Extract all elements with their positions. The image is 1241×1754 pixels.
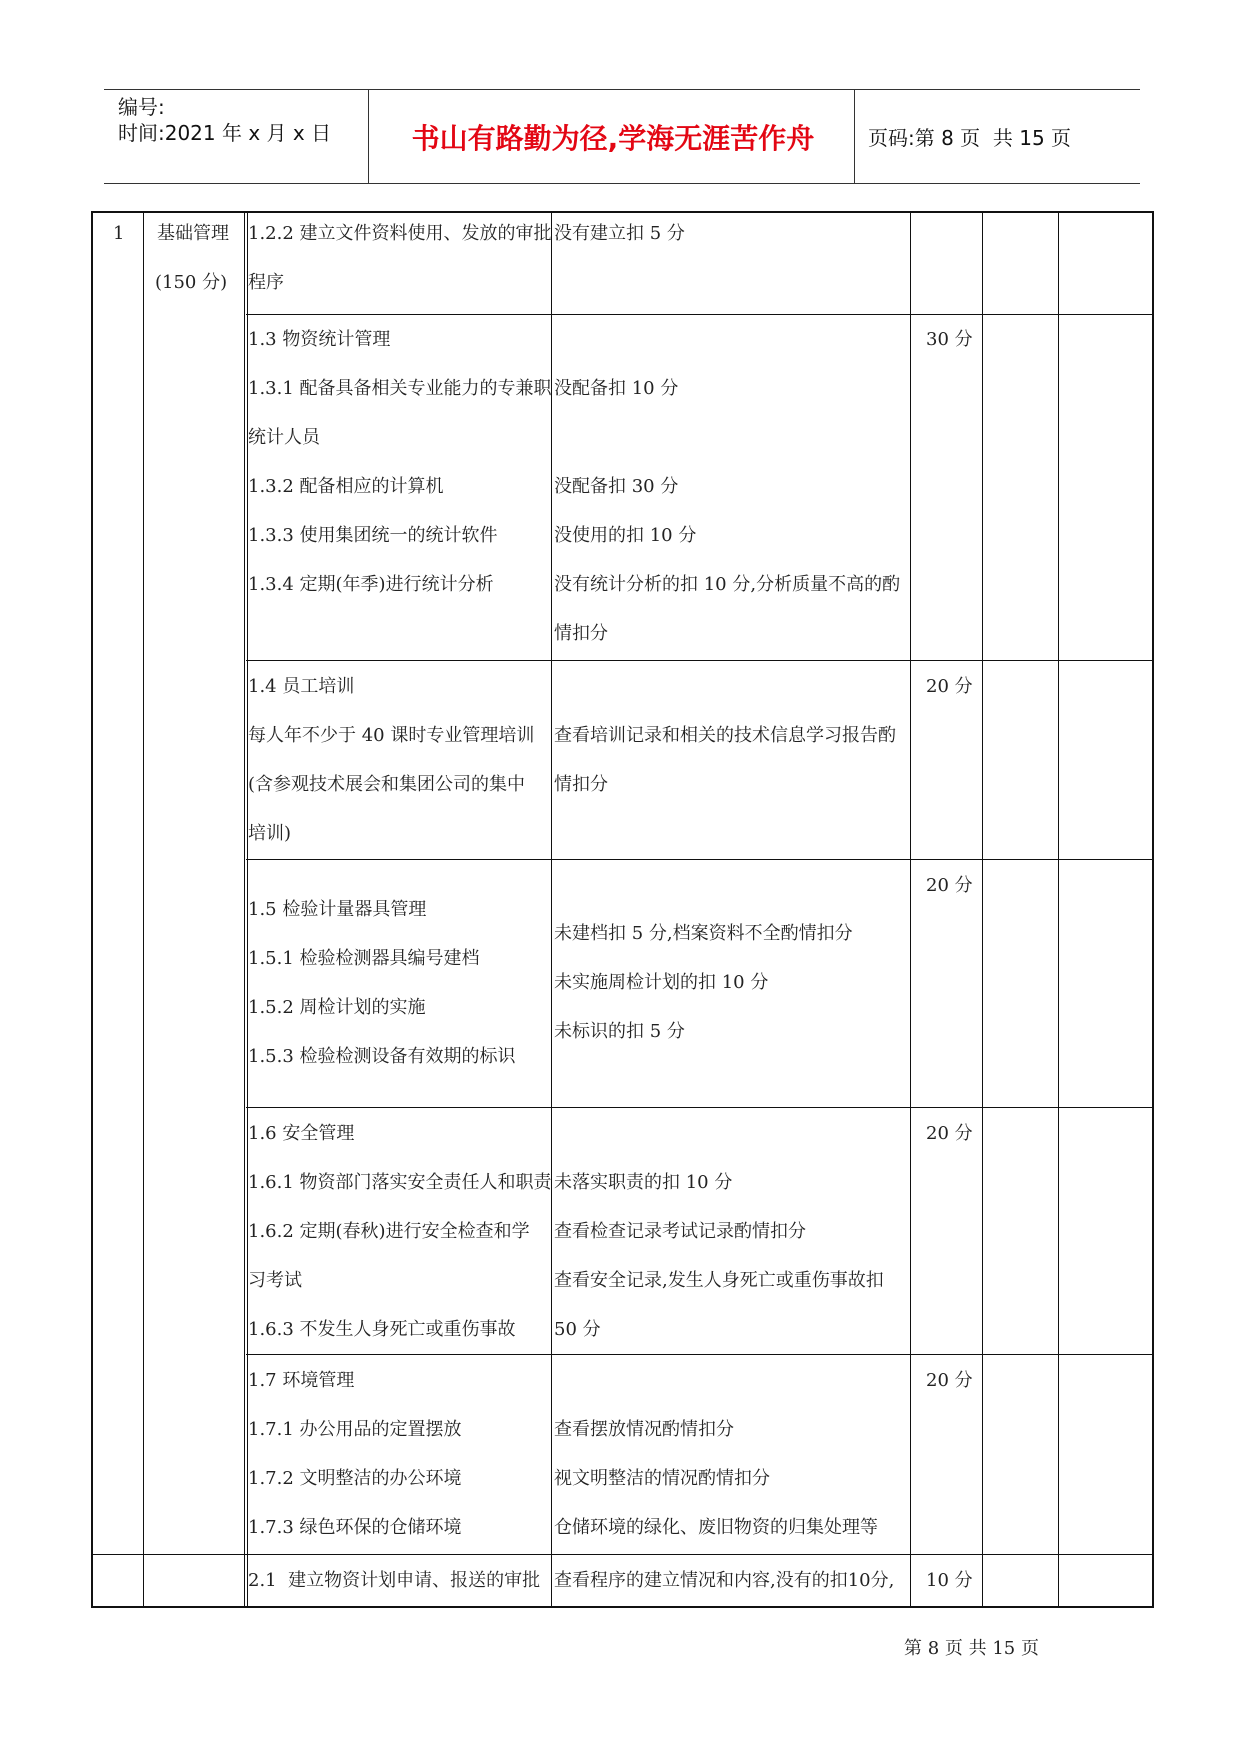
item-line: 1.4 员工培训 (248, 676, 355, 697)
item-line: 1.5.2 周检计划的实施 (248, 997, 426, 1018)
row-line (246, 859, 1154, 860)
serial-label: 编号: (118, 95, 165, 119)
check-line: 没使用的扣 10 分 (554, 525, 697, 546)
item-line: 1.3 物资统计管理 (248, 329, 391, 350)
score-cell: 20 分 (926, 676, 973, 697)
row-line (246, 660, 1154, 661)
item-line: 1.6.1 物资部门落实安全责任人和职责 (248, 1172, 552, 1193)
time-label: 时间:2021 年 x 月 x 日 (118, 121, 332, 145)
score-cell: 20 分 (926, 1123, 973, 1144)
check-line: 视文明整洁的情况酌情扣分 (554, 1468, 770, 1489)
check-line: 查看检查记录考试记录酌情扣分 (554, 1221, 806, 1242)
item-line: 习考试 (248, 1270, 302, 1291)
category-name: 基础管理 (157, 223, 229, 244)
col-line (551, 211, 552, 1608)
check-line: 查看摆放情况酌情扣分 (554, 1419, 734, 1440)
category-score: (150 分) (155, 272, 228, 293)
check-line: 没配备扣 10 分 (554, 378, 679, 399)
item-line: 1.6 安全管理 (248, 1123, 355, 1144)
check-line: 仓储环境的绿化、废旧物资的归集处理等 (554, 1517, 878, 1538)
check-line: 未建档扣 5 分,档案资料不全酌情扣分 (554, 923, 853, 944)
check-line: 未实施周检计划的扣 10 分 (554, 972, 769, 993)
row-line (91, 1554, 1154, 1555)
header-divider (854, 90, 855, 183)
check-line: 查看安全记录,发生人身死亡或重伤事故扣 (554, 1270, 884, 1291)
check-line: 没有建立扣 5 分 (554, 223, 685, 244)
item-line: 1.5.1 检验检测器具编号建档 (248, 948, 480, 969)
item-line: 1.3.2 配备相应的计算机 (248, 476, 444, 497)
item-line: 1.3.4 定期(年季)进行统计分析 (248, 574, 494, 595)
score-cell: 20 分 (926, 1370, 973, 1391)
check-line: 未标识的扣 5 分 (554, 1021, 685, 1042)
page-header (104, 89, 1140, 184)
header-motto: 书山有路勤为径,学海无涯苦作舟 (411, 121, 815, 155)
page-footer: 第 8 页 共 15 页 (904, 1638, 1039, 1659)
col-line (910, 211, 911, 1608)
col-line (1058, 211, 1059, 1608)
item-line: 统计人员 (248, 427, 320, 448)
col-line (143, 211, 144, 1608)
header-meta (118, 94, 331, 146)
col-line (982, 211, 983, 1608)
item-line: 1.7.3 绿色环保的仓储环境 (248, 1517, 462, 1538)
item-line: 1.6.3 不发生人身死亡或重伤事故 (248, 1319, 516, 1340)
col-line (244, 211, 245, 1608)
check-line: 没配备扣 30 分 (554, 476, 679, 497)
item-line: 2.1 建立物资计划申请、报送的审批 (248, 1570, 541, 1591)
score-cell: 30 分 (926, 329, 973, 350)
row-line (246, 1354, 1154, 1355)
item-line: 每人年不少于 40 课时专业管理培训 (248, 725, 535, 746)
check-line: 查看培训记录和相关的技术信息学习报告酌 (554, 725, 896, 746)
item-line: 1.5 检验计量器具管理 (248, 899, 427, 920)
header-divider (368, 90, 369, 183)
item-line: 1.3.3 使用集团统一的统计软件 (248, 525, 498, 546)
item-line: 程序 (248, 272, 284, 293)
check-line: 查看程序的建立情况和内容,没有的扣10分, (554, 1570, 895, 1591)
assessment-table (91, 211, 1154, 1608)
item-line: 1.7 环境管理 (248, 1370, 355, 1391)
row-number: 1 (113, 223, 125, 244)
item-line: 培训) (248, 823, 292, 844)
check-line: 没有统计分析的扣 10 分,分析质量不高的酌 (554, 574, 901, 595)
item-line: 1.5.3 检验检测设备有效期的标识 (248, 1046, 516, 1067)
item-line: 1.7.1 办公用品的定置摆放 (248, 1419, 462, 1440)
check-line: 未落实职责的扣 10 分 (554, 1172, 733, 1193)
row-line (246, 1107, 1154, 1108)
score-cell: 20 分 (926, 875, 973, 896)
item-line: 1.7.2 文明整洁的办公环境 (248, 1468, 462, 1489)
item-line: 1.6.2 定期(春秋)进行安全检查和学 (248, 1221, 530, 1242)
check-line: 情扣分 (554, 623, 608, 644)
item-line: 1.2.2 建立文件资料使用、发放的审批 (248, 223, 552, 244)
item-line: (含参观技术展会和集团公司的集中 (248, 774, 526, 795)
score-cell: 10 分 (926, 1570, 973, 1591)
check-line: 50 分 (554, 1319, 601, 1340)
item-line: 1.3.1 配备具备相关专业能力的专兼职 (248, 378, 552, 399)
header-page-info: 页码:第 8 页 共 15 页 (868, 126, 1072, 150)
check-line: 情扣分 (554, 774, 608, 795)
